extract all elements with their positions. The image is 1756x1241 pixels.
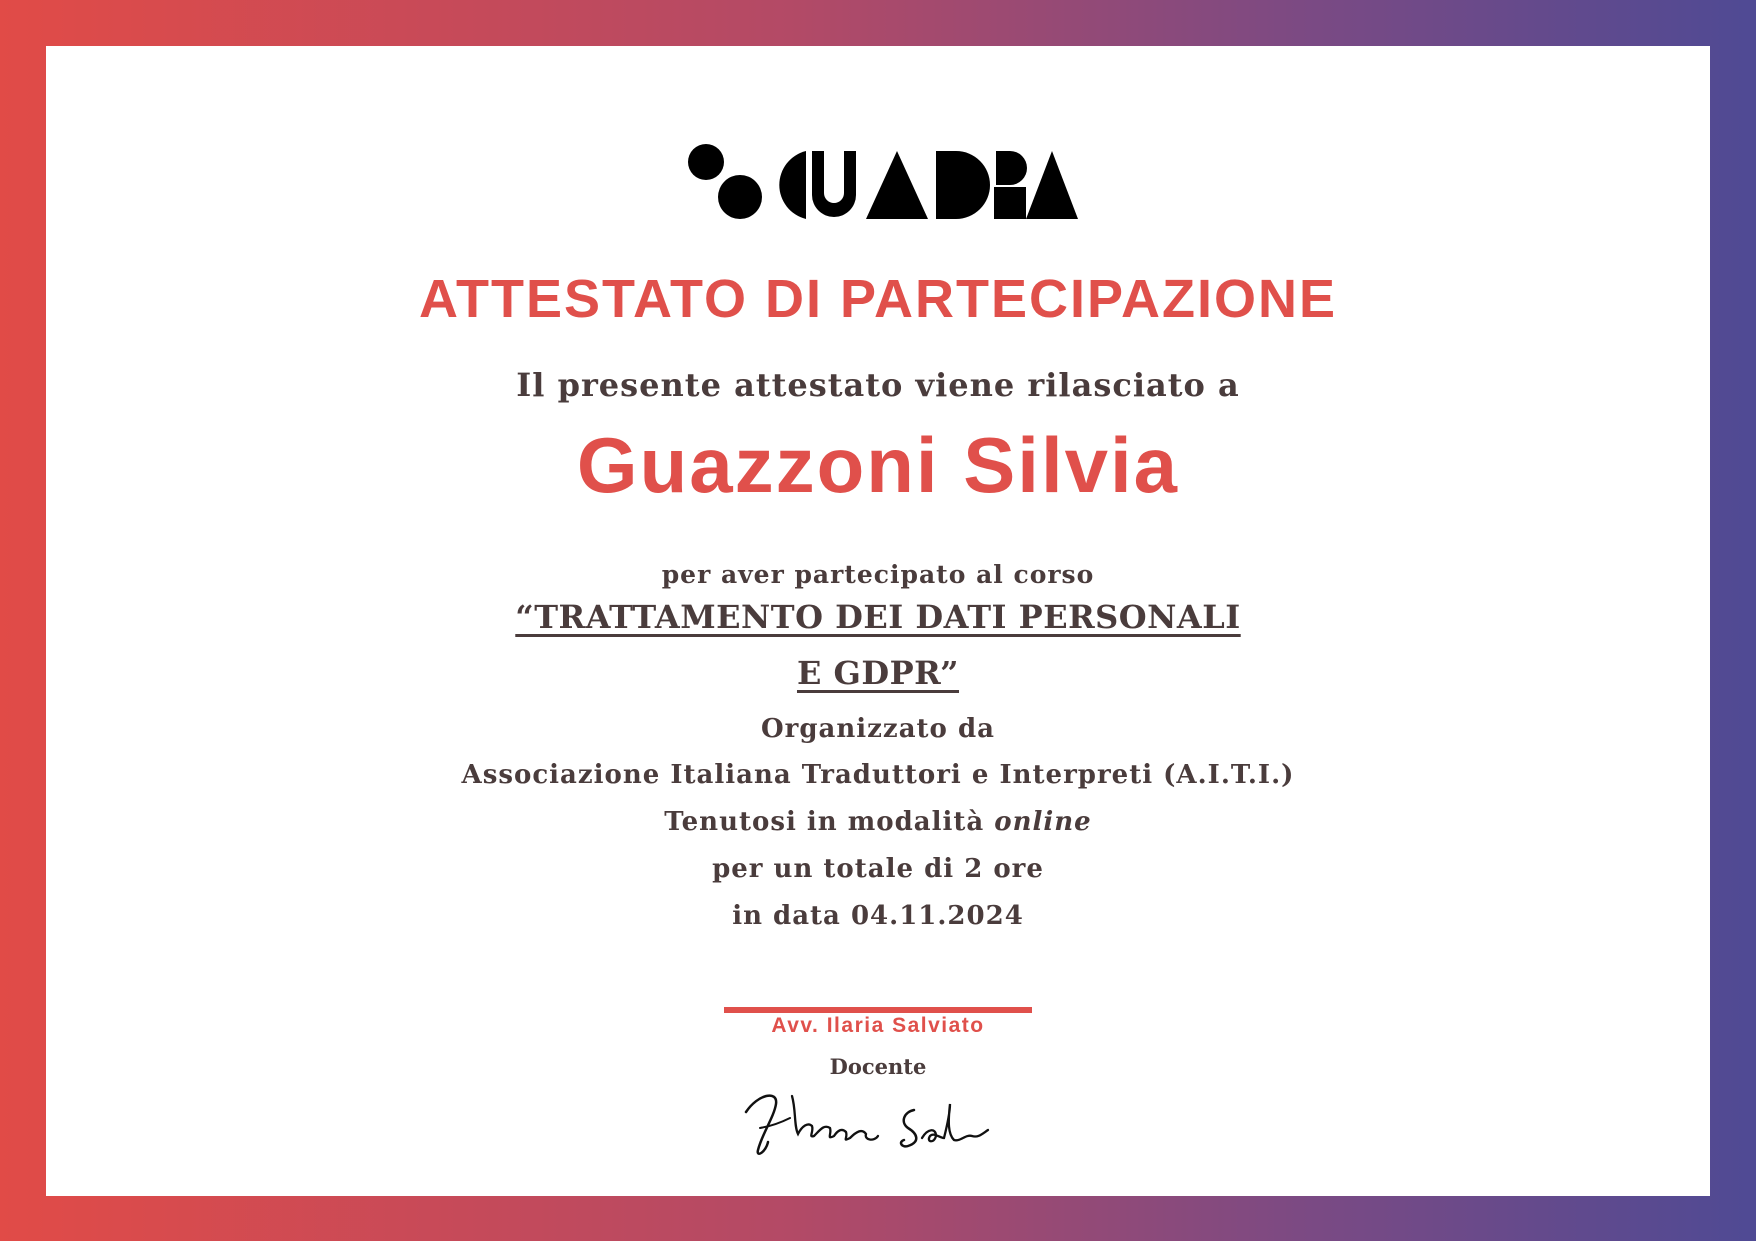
- certificate-title: ATTESTATO DI PARTECIPAZIONE: [419, 269, 1337, 329]
- mode-value: online: [994, 807, 1092, 837]
- course-intro-text: per aver partecipato al corso: [661, 560, 1095, 589]
- recipient-name: Guazzoni Silvia: [576, 421, 1180, 509]
- signer-role: Docente: [829, 1054, 927, 1079]
- duration-text: per un totale di 2 ore: [712, 854, 1044, 884]
- intro-text: Il presente attestato viene rilasciato a: [516, 366, 1240, 404]
- organized-label: Organizzato da: [761, 714, 995, 744]
- course-title-line2: E GDPR”: [796, 654, 960, 692]
- mode-prefix: Tenutosi in modalità: [664, 807, 985, 837]
- course-title-line1: “TRATTAMENTO DEI DATI PERSONALI: [515, 598, 1241, 636]
- signature-bar: [724, 1007, 1032, 1013]
- handwritten-signature: [738, 1082, 1016, 1162]
- mode-line: [0, 807, 1756, 837]
- signer-name: Avv. Ilaria Salviato: [771, 1014, 985, 1037]
- date-text: in data 04.11.2024: [732, 901, 1024, 931]
- organizer-name: Associazione Italiana Traduttori e Interpreti (A.I.T.I.): [461, 760, 1295, 790]
- quadra-logo: [688, 143, 1078, 220]
